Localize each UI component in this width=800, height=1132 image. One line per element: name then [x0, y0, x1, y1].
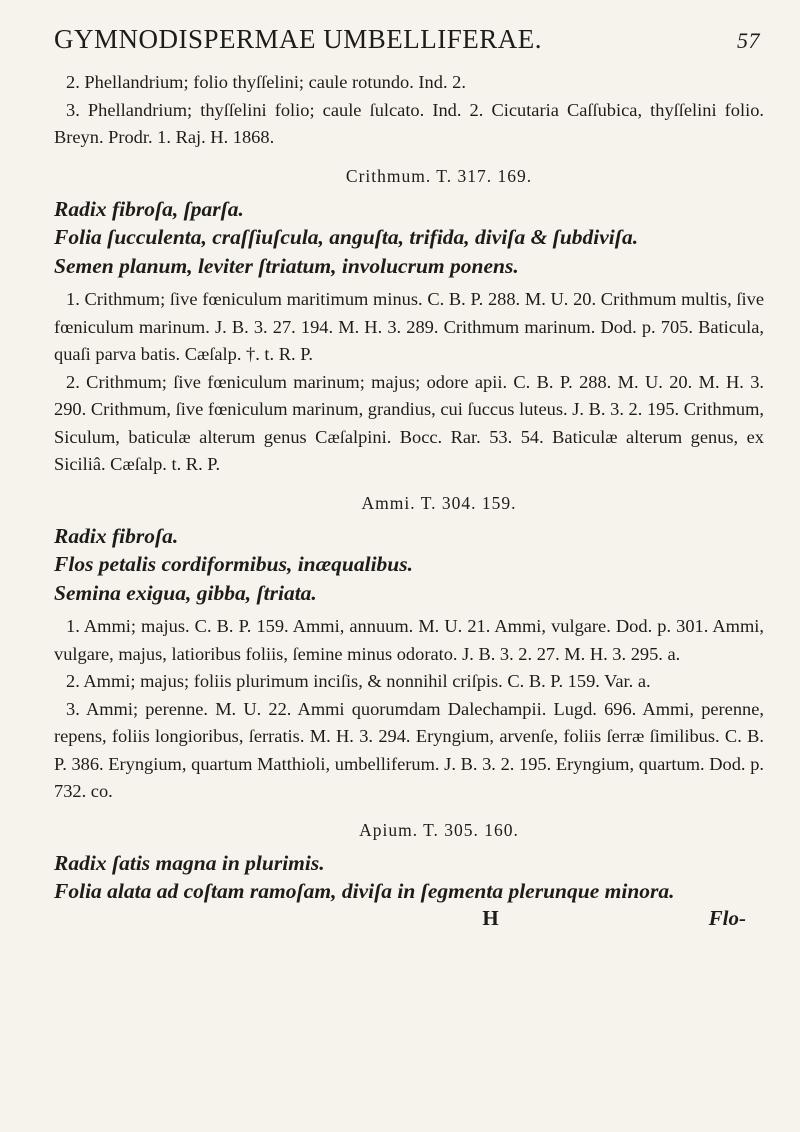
ammi-entry-1: 1. Ammi; majus. C. B. P. 159. Ammi, annuum. M. U. 21. Ammi, vulgare. Dod. p. 301. Ammi, vulgare, majus, latioribus foliis, ſemine minus odorato. J. B. 3. 2. 27. M. H. 3. 295. a. — [54, 616, 764, 664]
crithmum-character-radix: Radix fibroſa, ſparſa. — [54, 196, 244, 221]
ammi-character-flos: Flos petalis cordiformibus, inæqualibus. — [54, 552, 414, 576]
ammi-entry-2: 2. Ammi; majus; foliis plurimum inciſis, & nonnihil criſpis. C. B. P. 159. Var. a. — [66, 671, 651, 691]
catchword: Flo- — [708, 905, 746, 930]
crithmum-genus-heading: Crithmum. T. 317. 169. — [345, 165, 533, 186]
crithmum-entry-1: 1. Crithmum; ſive fœniculum maritimum minus. C. B. P. 288. M. U. 20. Crithmum multis, ſive fœniculum marinum. J. B. 3. 27. 194. M. H. 3. 289. Crithmum marinum. Dod. p. 705. Baticula, quaſi parva batis. Cæſalp. †. t. R. P. — [54, 289, 764, 364]
running-head: GYMNODISPERMAE UMBELLIFERAE. — [54, 24, 543, 54]
crithmum-entry-2: 2. Crithmum; ſive fœniculum marinum; majus; odore apii. C. B. P. 288. M. U. 20. M. H. 3. 290. Crithmum, ſive fœniculum marinum, grandius, cui ſuccus luteus. J. B. 3. 2. 195. Crithmum, Siculum, baticulæ alterum genus Cæſalpini. Bocc. Rar. 53. 54. Baticulæ alterum genus, ex Siciliâ. Cæſalp. t. R. P. — [54, 371, 764, 474]
ammi-genus-heading: Ammi. T. 304. 159. — [361, 492, 517, 513]
crithmum-character-folia: Folia ſucculenta, craſſiuſcula, anguſta, trifida, diviſa & ſubdiviſa. — [54, 225, 639, 249]
phellandrium-entry-2: 2. Phellandrium; folio thyſſelini; caule rotundo. Ind. 2. — [66, 72, 466, 92]
apium-character-radix: Radix ſatis magna in plurimis. — [54, 850, 325, 875]
apium-character-folia: Folia alata ad coſtam ramoſam, diviſa in ſegmenta plerunque minora. — [54, 879, 675, 903]
signature-mark: H — [482, 905, 499, 930]
catchline — [54, 906, 764, 931]
phellandrium-entry-3: 3. Phellandrium; thyſſelini folio; caule ſulcato. Ind. 2. Cicutaria Caſſubica, thyſſelini folio. Breyn. Prodr. 1. Raj. H. 1868. — [54, 99, 764, 147]
ammi-character-semina: Semina exigua, gibba, ſtriata. — [54, 580, 317, 605]
ammi-entry-3: 3. Ammi; perenne. M. U. 22. Ammi quorumdam Dalechampii. Lugd. 696. Ammi, perenne, repens, foliis longioribus, ſerratis. M. H. 3. 294. Eryngium, arvenſe, foliis ſerræ ſimilibus. C. B. P. 386. Eryngium, quartum Matthioli, umbelliferum. J. B. 3. 2. 195. Eryngium, quartum. Dod. p. 732. co. — [54, 698, 764, 801]
running-header — [54, 24, 764, 55]
ammi-character-radix: Radix fibroſa. — [54, 523, 179, 548]
apium-genus-heading: Apium. T. 305. 160. — [359, 819, 519, 840]
page-number: 57 — [737, 28, 760, 53]
crithmum-character-semen: Semen planum, leviter ſtriatum, involucrum ponens. — [54, 253, 519, 278]
